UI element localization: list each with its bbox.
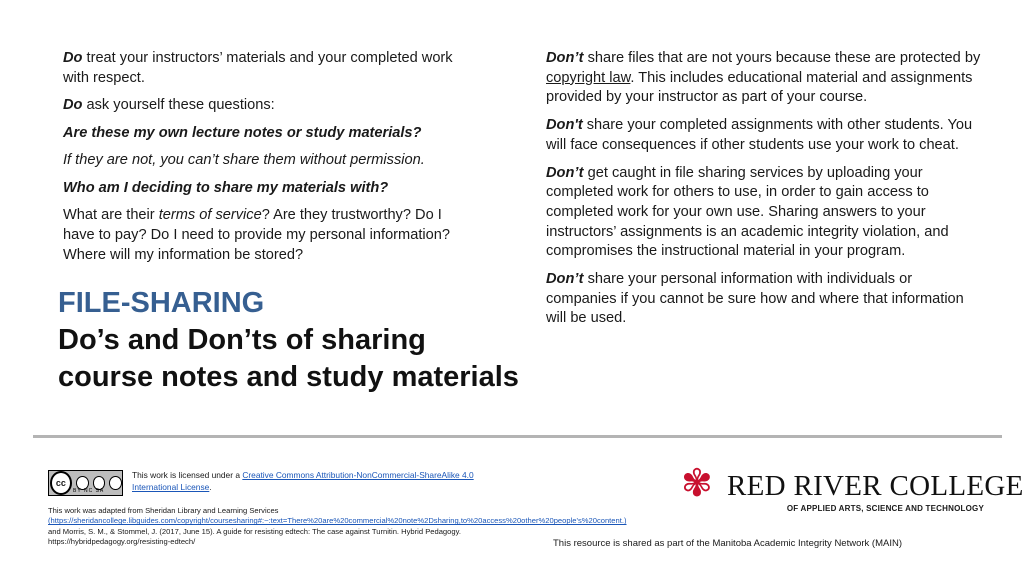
sheridan-link[interactable]: (https://sheridancollege.libguides.com/copyright/coursesharing#:~:text=There%20are%20commercial%20note%2Dsharing,to%20access%20other%20people's%20content.) [48,516,627,526]
cc-badge-label: BY NC SA [73,488,105,494]
license-notice [132,469,492,493]
terms-of-service: terms of service [158,207,262,224]
answer-pre: What are their [63,207,159,224]
dont-share-assignments-paragraph [546,116,986,155]
rrc-logo-subtitle: OF APPLIED ARTS, SCIENCE AND TECHNOLOGY [786,504,984,513]
right-column [546,49,986,337]
answer-own-notes-text: If they are not, you can’t share them without permission. [63,151,425,168]
title-file-sharing: FILE-SHARING [58,287,265,319]
copyright-law-link[interactable]: copyright law [546,69,631,86]
rrc-logo-name: RED RIVER COLLEGE [727,470,1024,502]
dont-keyword: Don’t [546,164,584,181]
answer-post: ? Are they trustworthy? Do I have to pay? Do I need to provide my personal information? Where will my information be stored? [63,207,450,263]
question-own-notes: Are these my own lecture notes or study materials? [63,125,422,142]
adaptation-credit [48,506,627,548]
dont-keyword: Don't [546,117,583,134]
question-share-with: Who am I deciding to share my materials with? [63,179,389,196]
dont-share-files-pre: share files that are not yours because these are protected by [583,50,981,66]
creative-commons-badge[interactable] [48,470,123,496]
title-block [58,284,528,396]
dont-keyword: Don’t [546,50,584,66]
adapt-post: and Morris, S. M., & Stommel, J. (2017, June 15). A guide for resisting edtech: The case against Turnitin. Hybrid Pedagogy. https://hybridpedagogy.org/resisting-edtech/ [48,526,461,547]
sharealike-icon [109,476,122,490]
do-respect-text: treat your instructors’ materials and your completed work with respect. [63,50,453,86]
do-respect-paragraph [63,49,463,88]
dont-file-services-paragraph [546,164,986,263]
main-network-note: This resource is shared as part of the Manitoba Academic Integrity Network (MAIN) [553,538,902,549]
answer-own-notes [63,151,463,171]
do-ask-text: ask yourself these questions: [82,97,275,114]
dont-share-assignments-text: share your completed assignments with other students. You will face consequences if other students use your work to cheat. [546,117,973,153]
dont-file-services-text: get caught in file sharing services by uploading your completed work for others to use, in order to gain access to completed work for your own use. Sharing answers to your instructors’ assignments is an academic integrity violation, and compromises the instructional material in your program. [546,164,949,260]
footer-divider [33,435,1002,438]
rrc-flower-icon: ✾ [681,463,713,505]
dont-share-files-post: . This includes educational material and assignments provided by your instructor as part of your course. [546,69,973,106]
dont-keyword: Don’t [546,271,584,288]
do-ask-paragraph [63,96,463,116]
title-subtitle: Do’s and Don’ts of sharing course notes and study materials [58,324,519,393]
left-column [63,49,463,273]
cc-icon: cc [50,471,72,495]
dont-share-files-paragraph [546,49,986,108]
do-keyword: Do [63,50,83,66]
dont-personal-info-paragraph [546,270,986,329]
license-link[interactable]: Creative Commons Attribution-NonCommercial-ShareAlike 4.0 International License [132,470,474,492]
rrc-logo [681,462,1024,518]
license-pre: This work is licensed under a [132,470,243,480]
license-post: . [209,482,212,492]
dont-personal-info-text: share your personal information with individuals or companies if you cannot be sure how and where that information will be used. [546,271,964,327]
do-keyword: Do [63,97,83,114]
adapt-line1: This work was adapted from Sheridan Library and Learning Services [48,506,279,515]
answer-share-with [63,206,463,265]
